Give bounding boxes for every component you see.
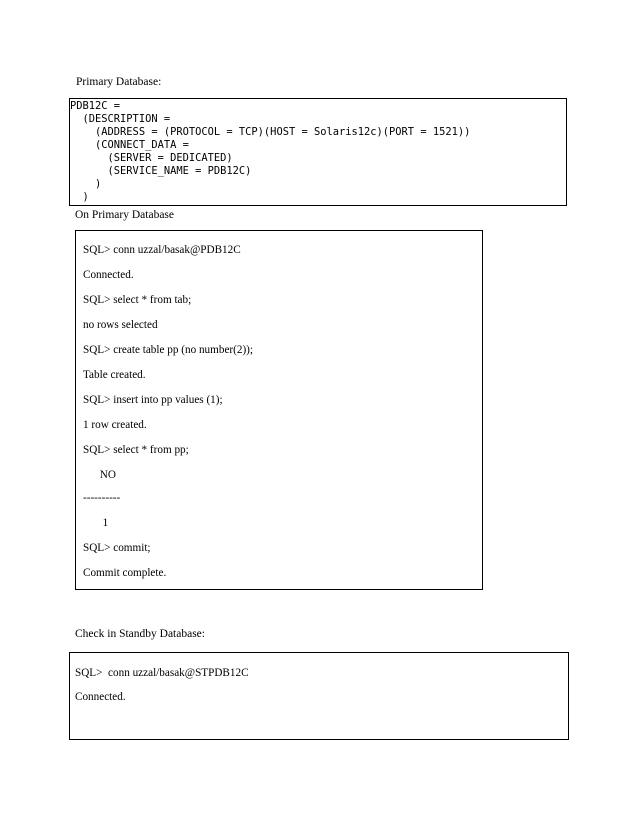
sql-line: 1 row created.: [83, 419, 147, 431]
sql-line: Commit complete.: [83, 567, 167, 579]
tns-line: ): [70, 178, 102, 190]
sql-line: SQL> conn uzzal/basak@STPDB12C: [75, 667, 249, 679]
tns-line: (ADDRESS = (PROTOCOL = TCP)(HOST = Solaris12c)(PORT = 1521)): [70, 126, 471, 138]
sql-line: no rows selected: [83, 319, 158, 331]
sql-line: NO: [83, 469, 116, 481]
standby-database-heading: Check in Standby Database:: [75, 628, 205, 640]
tns-line: PDB12C =: [70, 100, 121, 112]
tns-line: (SERVER = DEDICATED): [70, 152, 233, 164]
sql-line: Connected.: [75, 691, 126, 703]
sql-line: SQL> commit;: [83, 542, 151, 554]
tns-line: (CONNECT_DATA =: [70, 139, 189, 151]
sql-line: SQL> insert into pp values (1);: [83, 394, 223, 406]
primary-database-heading: Primary Database:: [76, 76, 162, 88]
sql-line: SQL> conn uzzal/basak@PDB12C: [83, 244, 241, 256]
tns-line: ): [70, 191, 89, 203]
sql-line: Table created.: [83, 369, 146, 381]
tns-entry-box: [69, 98, 567, 206]
sql-line: SQL> select * from tab;: [83, 294, 192, 306]
sql-line: SQL> select * from pp;: [83, 444, 189, 456]
standby-session-box: [69, 652, 569, 740]
sql-line: SQL> create table pp (no number(2));: [83, 344, 254, 356]
primary-session-box: [75, 230, 483, 590]
tns-line: (DESCRIPTION =: [70, 113, 171, 125]
on-primary-database-heading: On Primary Database: [75, 209, 174, 221]
sql-line: Connected.: [83, 269, 134, 281]
tns-line: (SERVICE_NAME = PDB12C): [70, 165, 252, 177]
sql-line: 1: [83, 517, 109, 529]
sql-line: ----------: [83, 492, 121, 504]
